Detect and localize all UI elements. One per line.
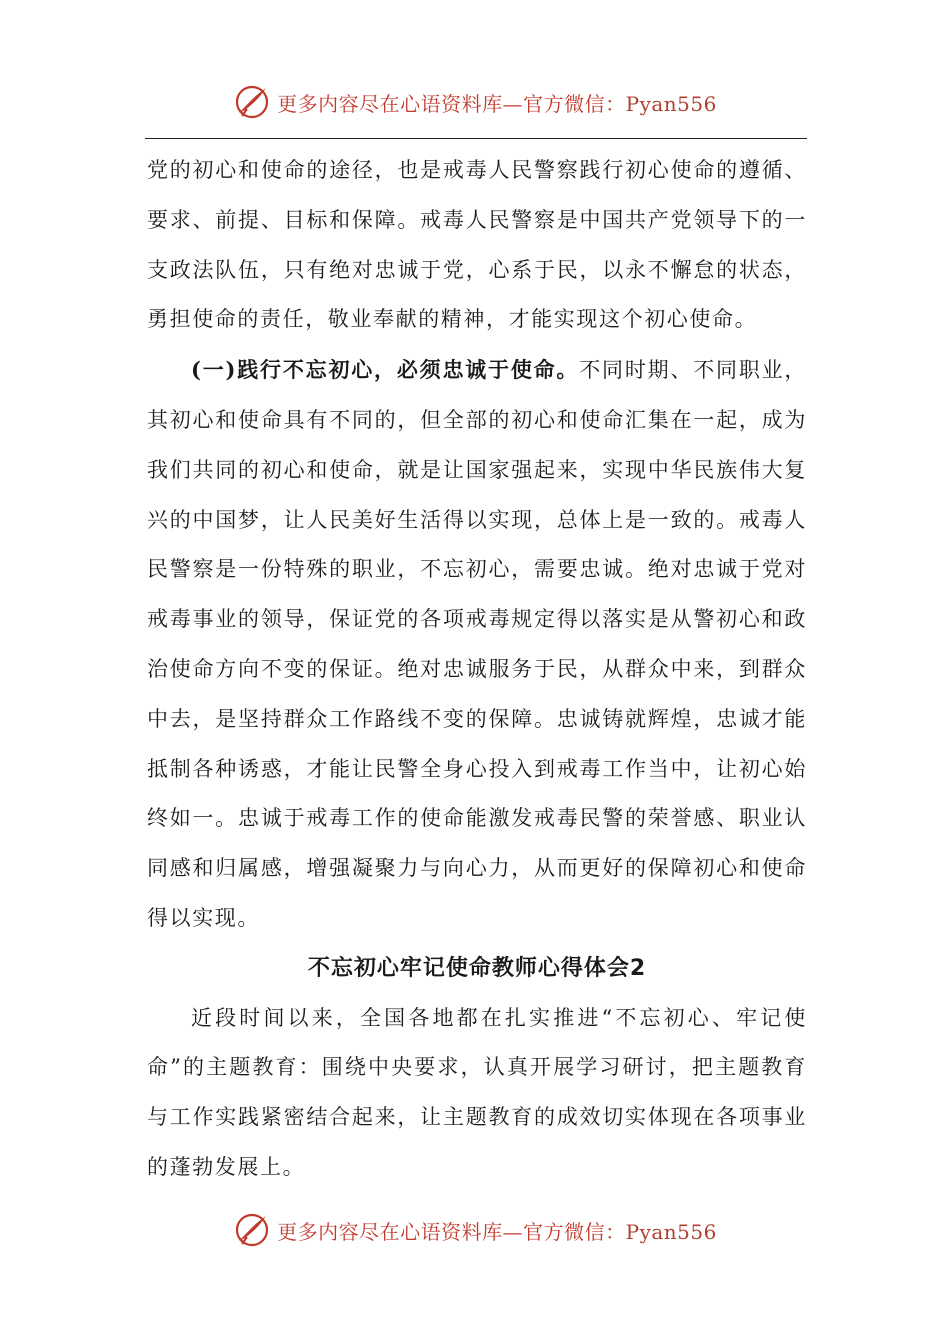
section-title: 不忘初心牢记使命教师心得体会2 [307,955,647,981]
paragraph-1: 党的初心和使命的途径，也是戒毒人民警察践行初心使命的遵循、要求、前提、目标和保障。戒毒人民警察是中国共产党领导下的一支政法队伍，只有绝对忠诚于党，心系于民，以永不懈怠的状态，勇担使命的责任，敬业奉献的精神，才能实现这个初心使命。 [147,158,807,332]
quill-logo-icon [233,1211,271,1249]
header-wechat-id: Pyan556 [625,91,717,116]
document-body [147,146,807,1193]
paragraph-3: 近段时间以来，全国各地都在扎实推进“不忘初心、牢记使命”的主题教育：围绕中央要求，认真开展学习研讨，把主题教育与工作实践紧密结合起来，让主题教育的成效切实体现在各项事业的蓬勃发展上。 [147,1005,807,1179]
footer-banner [0,1210,950,1250]
paragraph-2-text: 不同时期、不同职业，其初心和使命具有不同的，但全部的初心和使命汇集在一起，成为我们共同的初心和使命，就是让国家强起来，实现中华民族伟大复兴的中国梦，让人民美好生活得以实现，总体上是一致的。戒毒人民警察是一份特殊的职业，不忘初心，需要忠诚。绝对忠诚于党对戒毒事业的领导，保证党的各项戒毒规定得以落实是从警初心和政治使命方向不变的保证。绝对忠诚服务于民，从群众中来，到群众中去，是坚持群众工作路线不变的保障。忠诚铸就辉煌，忠诚才能抵制各种诱惑，才能让民警全身心投入到戒毒工作当中，让初心始终如一。忠诚于戒毒工作的使命能激发戒毒民警的荣誉感、职业认同感和归属感，增强凝聚力与向心力，从而更好的保障初心和使命得以实现。 [147,358,808,930]
header-divider [145,138,807,139]
quill-logo-icon [233,83,271,121]
footer-banner-text: 更多内容尽在心语资料库—官方微信：Pyan556 [277,1219,717,1244]
header-banner-text: 更多内容尽在心语资料库—官方微信：Pyan556 [277,91,717,116]
footer-wechat-id: Pyan556 [625,1219,717,1244]
paragraph-2 [147,345,807,944]
header-banner [0,82,950,122]
paragraph-2-heading: (一)践行不忘初心，必须忠诚于使命。 [191,357,580,383]
